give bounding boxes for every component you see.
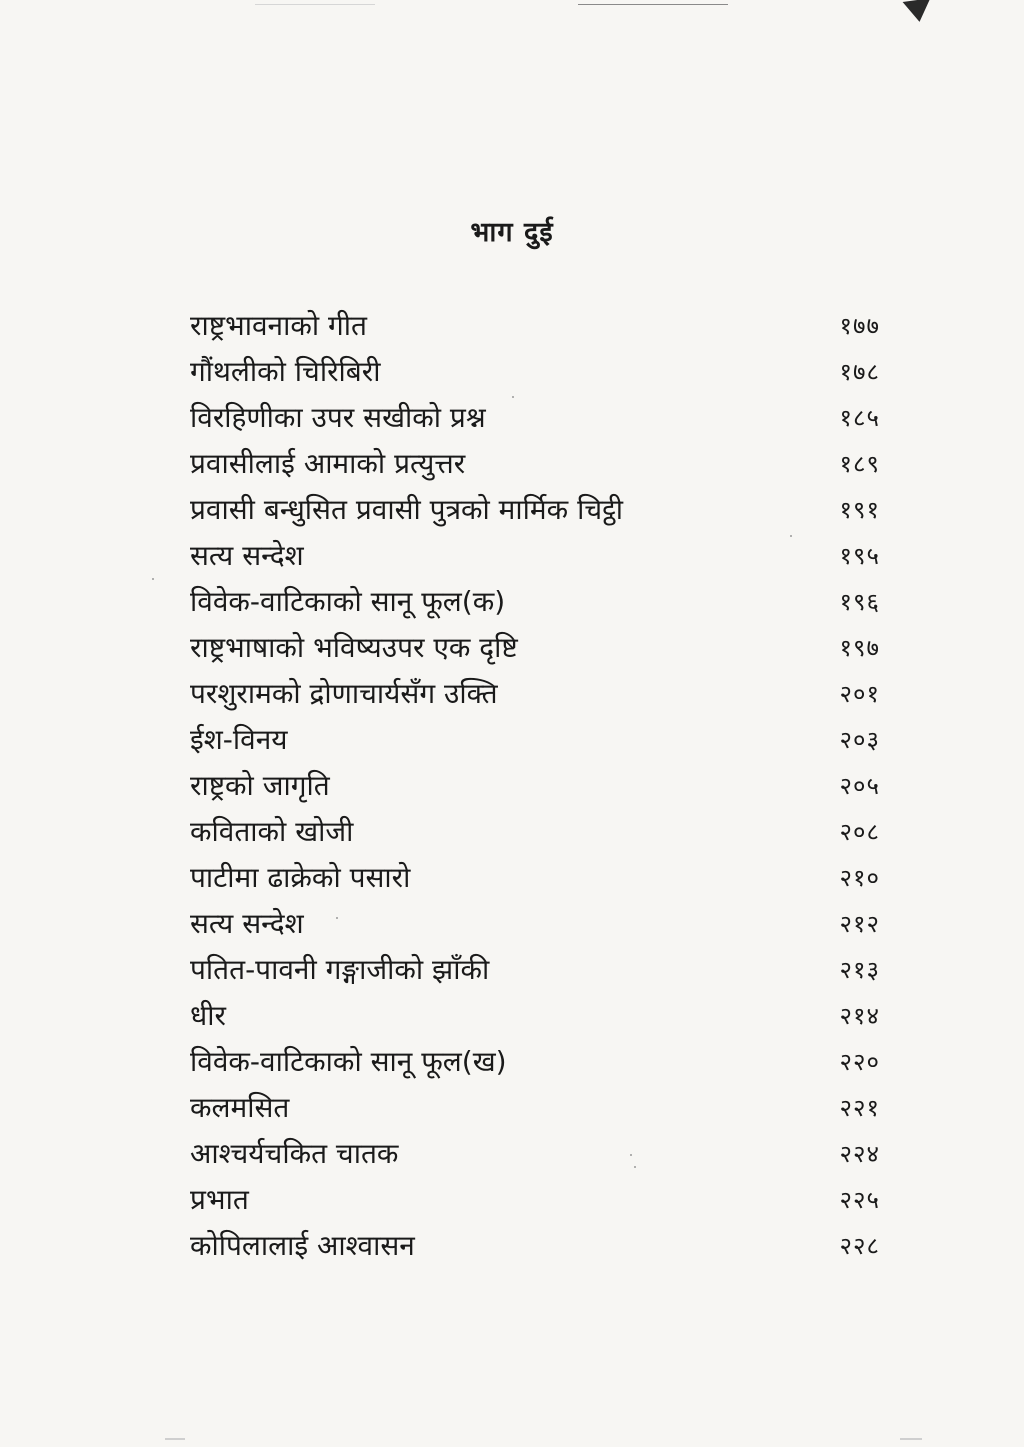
section-title: भाग दुई <box>470 217 554 248</box>
scan-speck <box>512 396 514 398</box>
toc-entry <box>190 1176 880 1222</box>
toc-entry-title: सत्य सन्देश <box>190 539 304 572</box>
toc-entry-title: प्रभात <box>190 1183 249 1216</box>
toc-entry-title: राष्ट्रभाषाको भविष्यउपर एक दृष्टि <box>190 631 518 664</box>
toc-entry-page-number: २१३ <box>839 955 880 984</box>
toc-entry <box>190 716 880 762</box>
toc-entry-page-number: २२४ <box>839 1139 880 1168</box>
scan-speck <box>790 535 792 537</box>
scan-smudge <box>165 1438 185 1440</box>
toc-entry <box>190 1038 880 1084</box>
toc-entry-title: राष्ट्रको जागृति <box>190 769 330 802</box>
toc-entry-title: राष्ट्रभावनाको गीत <box>190 309 367 342</box>
toc-entry-title: कोपिलालाई आश्वासन <box>190 1229 415 1262</box>
toc-entry-title: प्रवासी बन्धुसित प्रवासी पुत्रको मार्मिक चिट्ठी <box>190 493 624 526</box>
toc-entry <box>190 394 880 440</box>
toc-entry-page-number: २०३ <box>839 725 880 754</box>
top-edge-rule-left <box>255 4 375 5</box>
toc-entry-title: पतित-पावनी गङ्गाजीको झाँकी <box>190 953 490 986</box>
toc-entry-page-number: २१० <box>839 863 880 892</box>
toc-entry <box>190 532 880 578</box>
toc-entry <box>190 624 880 670</box>
scan-smudge <box>900 1438 922 1440</box>
toc-entry-page-number: २०१ <box>839 679 880 708</box>
toc-entry-title: कविताको खोजी <box>190 815 354 848</box>
toc-entry <box>190 992 880 1038</box>
scan-speck <box>630 1154 632 1156</box>
toc-entry <box>190 578 880 624</box>
toc-entry <box>190 1130 880 1176</box>
toc-entry-page-number: १९६ <box>839 587 880 616</box>
toc-entry-title: विवेक-वाटिकाको सानू फूल(क) <box>190 585 506 618</box>
corner-mark <box>903 0 934 24</box>
toc-entry-page-number: १७८ <box>839 357 880 386</box>
toc-entry-title: गौंथलीको चिरिबिरी <box>190 355 381 388</box>
scan-speck <box>152 578 154 580</box>
toc-entry-page-number: २२५ <box>839 1185 880 1214</box>
toc-entry-page-number: २०८ <box>839 817 880 846</box>
scan-speck <box>634 1166 636 1168</box>
toc-entry <box>190 1222 880 1268</box>
toc-entry-page-number: २१४ <box>839 1001 880 1030</box>
toc-entry-page-number: २१२ <box>839 909 880 938</box>
top-edge-rule <box>578 4 728 5</box>
toc-entry-title: आश्चर्यचकित चातक <box>190 1137 399 1170</box>
toc-entry <box>190 1084 880 1130</box>
toc-entry <box>190 946 880 992</box>
toc-entry-page-number: २०५ <box>839 771 880 800</box>
toc-entry-page-number: १९१ <box>839 495 880 524</box>
toc-entry-page-number: १८९ <box>839 449 880 478</box>
toc-entry-title: विरहिणीका उपर सखीको प्रश्न <box>190 401 486 434</box>
toc-entry <box>190 900 880 946</box>
toc-entry <box>190 808 880 854</box>
toc-entry-page-number: १९५ <box>839 541 880 570</box>
toc-entry-page-number: १७७ <box>839 311 880 340</box>
toc-entry-title: पाटीमा ढाक्रेको पसारो <box>190 861 411 894</box>
scan-speck <box>336 917 338 919</box>
toc-entry-page-number: २२८ <box>839 1231 880 1260</box>
toc-entry <box>190 762 880 808</box>
toc-entry-title: धीर <box>190 999 226 1032</box>
toc-entry <box>190 670 880 716</box>
toc-entry <box>190 302 880 348</box>
table-of-contents <box>190 302 880 1268</box>
toc-entry-title: विवेक-वाटिकाको सानू फूल(ख) <box>190 1045 507 1078</box>
toc-entry-page-number: १८५ <box>839 403 880 432</box>
toc-entry-title: प्रवासीलाई आमाको प्रत्युत्तर <box>190 447 466 480</box>
toc-entry <box>190 854 880 900</box>
toc-entry-title: परशुरामको द्रोणाचार्यसँग उक्ति <box>190 677 498 710</box>
toc-entry-page-number: १९७ <box>839 633 880 662</box>
toc-entry-title: कलमसित <box>190 1091 290 1124</box>
toc-entry-page-number: २२० <box>839 1047 880 1076</box>
toc-entry-title: ईश-विनय <box>190 723 288 756</box>
toc-entry <box>190 440 880 486</box>
toc-entry <box>190 348 880 394</box>
toc-entry <box>190 486 880 532</box>
toc-entry-page-number: २२१ <box>839 1093 880 1122</box>
toc-entry-title: सत्य सन्देश <box>190 907 304 940</box>
